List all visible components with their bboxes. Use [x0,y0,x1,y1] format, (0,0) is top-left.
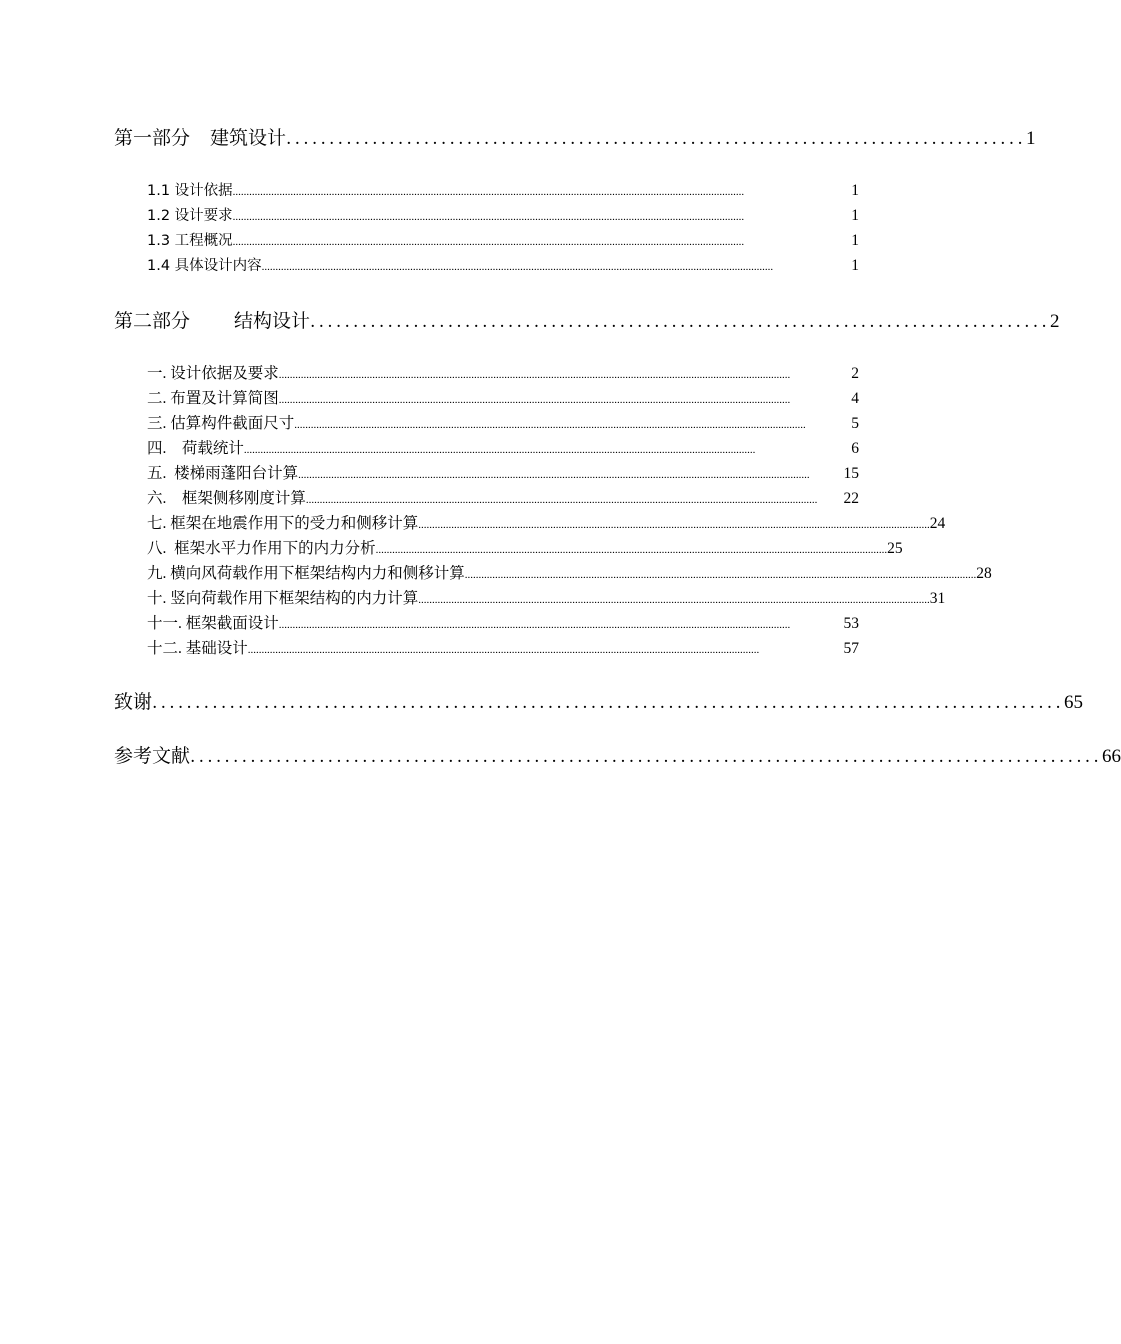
toc-entry[interactable] [147,386,859,408]
toc-entry[interactable] [147,536,903,558]
toc-entry-label: 三. 估算构件截面尺寸 [147,415,295,432]
toc-entry[interactable] [147,436,859,458]
toc-entry[interactable] [147,511,946,533]
toc-entry-label: 八. 框架水平力作用下的内力分析 [147,540,376,557]
page-number: 4 [851,390,859,407]
toc-entry-label: 1.2 设计要求 [147,208,233,224]
toc-entry-label: 九. 横向风荷载作用下框架结构内力和侧移计算 [147,565,465,582]
page-number: 28 [976,565,992,582]
page-number: 53 [843,615,859,632]
dot-leader: ...................................................................................... [286,129,1026,149]
toc-entry[interactable] [147,179,859,201]
page-number: 1 [851,182,859,199]
page-number: 15 [843,465,859,482]
toc-entry[interactable] [147,204,859,226]
dot-leader: ...................................................................................... [310,312,1050,332]
page-number: 6 [851,440,859,457]
toc-entry-label: 六. 框架侧移刚度计算 [147,490,306,507]
dot-leader: .......................................................................................................... [190,747,1103,767]
page-number: 2 [1049,311,1060,332]
page-number: 2 [851,365,859,382]
dot-leader: .......................................................................................................................................................................................... [278,369,791,381]
dot-leader: .......................................................................................................................................................................................... [247,644,760,656]
toc-entry[interactable] [147,636,859,658]
page-number: 31 [929,590,946,607]
dot-leader: .......................................................................................................................................................................................... [278,394,791,406]
toc-entry-label [114,306,310,333]
dot-leader: .......................................................................................................................................................................................... [305,494,818,506]
toc-entry-part2[interactable] [114,306,1060,334]
toc-entry[interactable] [147,361,859,383]
page-number: 1 [851,232,859,249]
dot-leader: .......................................................................................................................................................................................... [294,419,806,431]
page-number: 65 [1064,692,1084,713]
page-number: 57 [843,640,859,657]
toc-entry-label: 1.3 工程概况 [147,233,233,249]
toc-entry[interactable] [147,461,859,483]
dot-leader: .......................................................................................................................................................................................... [232,236,745,248]
toc-entry-label: 参考文献 [114,745,191,767]
dot-leader: .......................................................................................................................................................................................... [464,569,977,581]
dot-leader: .......................................................................................................... [152,693,1065,713]
dot-leader: .......................................................................................................................................................................................... [278,619,791,631]
toc-entry[interactable] [147,411,859,433]
page-number: 22 [843,490,859,507]
part-title: 建筑设计 [210,127,287,149]
page-number: 1 [1025,128,1036,149]
page-number: 1 [851,257,859,274]
toc-entry-label [114,123,286,150]
part-title: 结构设计 [234,310,311,332]
page-number: 24 [929,515,946,532]
part-number: 第二部分 [114,310,191,332]
dot-leader: .......................................................................................................................................................................................... [232,186,745,198]
page-number: 5 [851,415,859,432]
page-number: 1 [851,207,859,224]
toc-entry-label: 1.1 设计依据 [147,183,233,199]
toc-entry-label: 二. 布置及计算简图 [147,390,279,407]
dot-leader: .......................................................................................................................................................................................... [261,261,774,273]
toc-entry[interactable] [147,229,859,251]
toc-entry-label: 致谢 [114,691,153,713]
toc-entry-label: 四. 荷载统计 [147,440,244,457]
toc-entry-label: 七. 框架在地震作用下的受力和侧移计算 [147,515,419,532]
toc-entry[interactable] [147,586,946,608]
page-number: 66 [1102,746,1121,767]
dot-leader: .......................................................................................................................................................................................... [243,444,756,456]
dot-leader: .......................................................................................................................................................................................... [418,519,930,531]
toc-entry-label: 十. 竖向荷载作用下框架结构的内力计算 [147,590,419,607]
part-number: 第一部分 [114,127,191,149]
dot-leader: .......................................................................................................................................................................................... [298,469,810,481]
dot-leader: .......................................................................................................................................................................................... [418,594,930,606]
toc-entry[interactable] [147,486,859,508]
toc-entry[interactable] [147,254,859,276]
toc-entry-label: 五. 楼梯雨蓬阳台计算 [147,465,299,482]
dot-leader: .......................................................................................................................................................................................... [375,544,888,556]
toc-entry-acknowledgement[interactable] [114,687,1084,715]
page-number: 25 [887,540,903,557]
toc-entry[interactable] [147,611,859,633]
toc-entry-label: 十一. 框架截面设计 [147,615,279,632]
dot-leader: .......................................................................................................................................................................................... [232,211,745,223]
toc-entry-part1[interactable] [114,123,1036,151]
toc-entry-references[interactable] [114,741,1121,769]
toc-entry-label: 十二. 基础设计 [147,640,248,657]
toc-entry-label: 1.4 具体设计内容 [147,258,262,274]
toc-entry[interactable] [147,561,992,583]
toc-entry-label: 一. 设计依据及要求 [147,365,279,382]
